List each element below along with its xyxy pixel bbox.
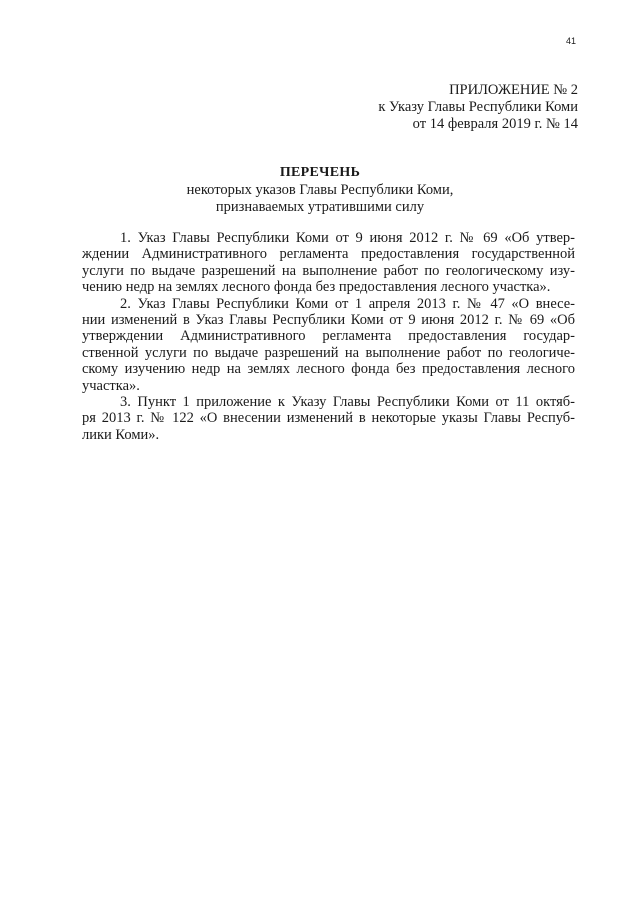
list-item-line: ждении Административного регламента предоставления государственной [82,246,575,263]
appendix-header [378,82,578,133]
document-title: ПЕРЕЧЕНЬ [279,165,361,180]
appendix-decree-ref: к Указу Главы Республики Коми [378,99,578,115]
page-number: 41 [566,36,577,46]
list-item [82,230,575,296]
list-item-line: скому изучению недр на землях лесного фонда без предоставления лесного [82,361,575,378]
appendix-title: ПРИЛОЖЕНИЕ № 2 [449,82,578,98]
document-subtitle-line1: некоторых указов Главы Республики Коми, [186,182,454,198]
list-item-line: услуги по выдаче разрешений на выполнение работ по геологическому изу- [82,262,575,279]
list-item-line: ственной услуги по выдаче разрешений на выполнение работ по геологиче- [82,344,575,361]
list-item [82,394,575,443]
list-item-line: чению недр на землях лесного фонда без предоставления лесного участка». [82,279,551,296]
list-item-line: 1. Указ Главы Республики Коми от 9 июня 2012 г. № 69 «Об утвер- [120,230,575,246]
list-item [82,296,575,394]
list-item-line: нии изменений в Указ Главы Республики Коми от 9 июня 2012 г. № 69 «Об [82,312,575,329]
decree-list [82,230,575,443]
list-item-line: 3. Пункт 1 приложение к Указу Главы Республики Коми от 11 октяб- [120,394,575,411]
list-item-line: ря 2013 г. № 122 «О внесении изменений в некоторые указы Главы Респуб- [82,410,575,427]
appendix-decree-date: от 14 февраля 2019 г. № 14 [412,116,578,132]
document-heading [0,164,640,216]
document-subtitle-line2: признаваемых утратившими силу [215,199,425,215]
list-item-line: участка». [82,377,140,394]
list-item-line: утверждении Административного регламента предоставления государ- [82,328,575,345]
list-item-line: лики Коми». [82,426,160,443]
list-item-line: 2. Указ Главы Республики Коми от 1 апреля 2013 г. № 47 «О внесе- [120,295,575,312]
